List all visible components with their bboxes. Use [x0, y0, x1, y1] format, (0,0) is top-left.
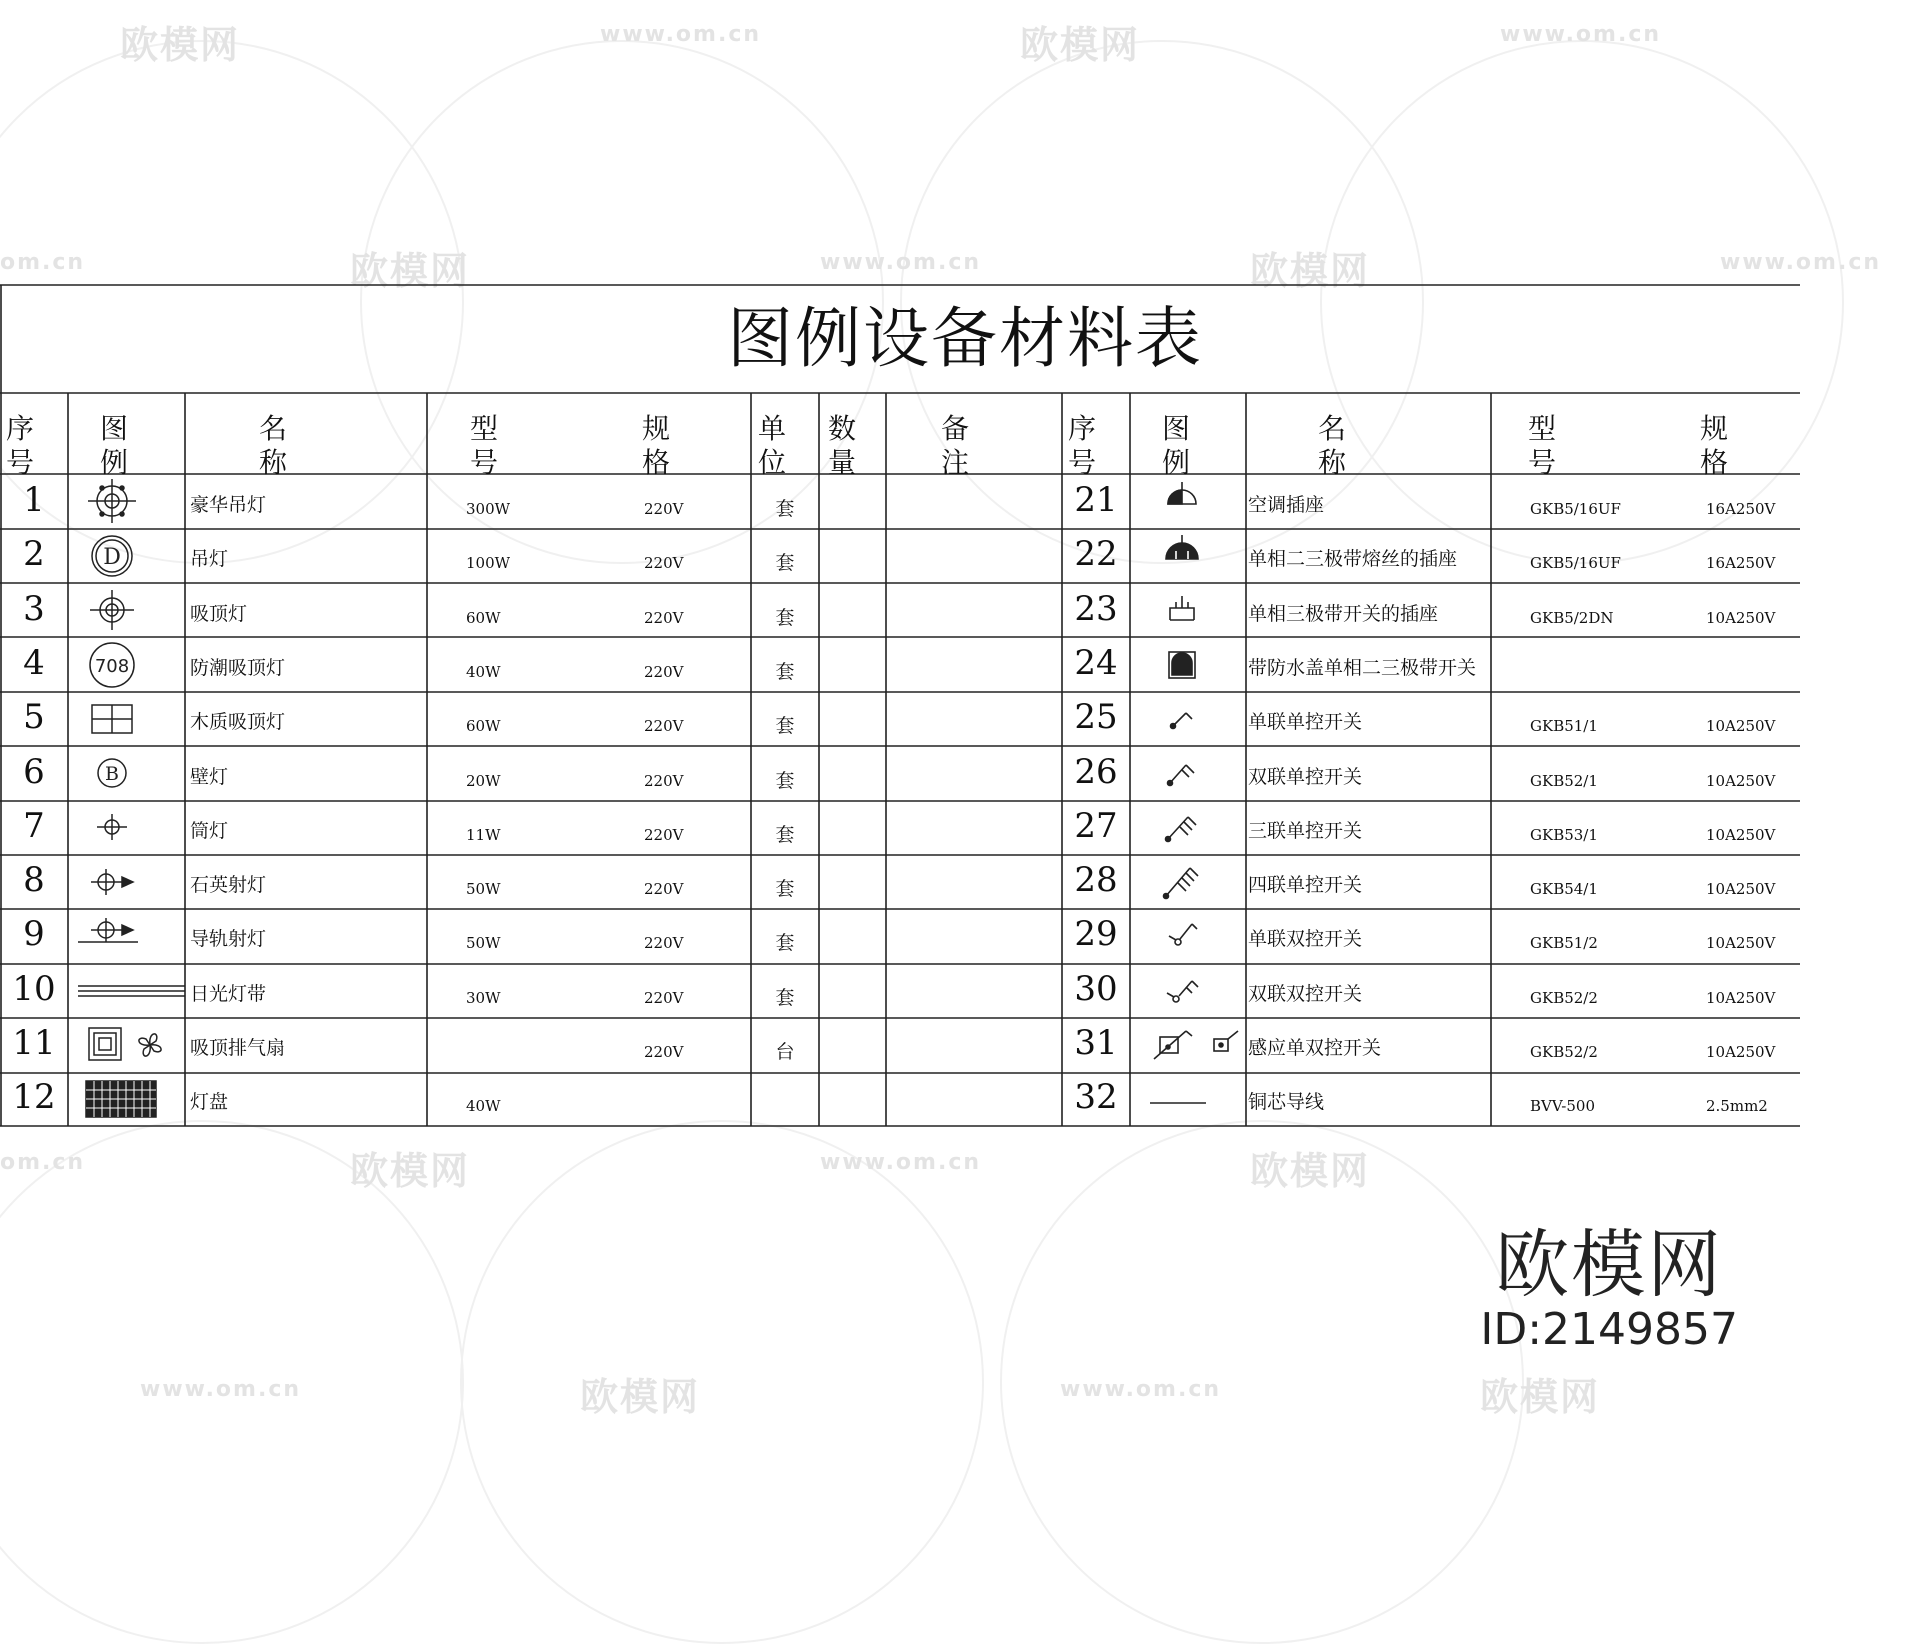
row-model: GKB5/16UF	[1530, 554, 1621, 573]
row-name: 三联单控开关	[1248, 819, 1363, 842]
row-number: 7	[23, 805, 45, 846]
row-number: 24	[1074, 642, 1118, 683]
sensor-switch-icon	[1154, 1031, 1238, 1059]
quad-switch-icon	[1164, 868, 1199, 899]
row-unit: 套	[775, 823, 795, 846]
header-unit: 单 位	[757, 412, 786, 479]
row-spec: 16A250V	[1706, 500, 1776, 518]
row-model: GKB5/16UF	[1530, 500, 1621, 518]
row-unit: 套	[775, 552, 795, 575]
header-legend: 图 例	[99, 412, 128, 479]
moisture-proof-lamp-icon	[90, 643, 134, 687]
header-qty: 数 量	[827, 412, 856, 479]
header-name: 名 称	[258, 412, 287, 479]
row-spec: 220V	[644, 934, 684, 953]
row-name: 感应单双控开关	[1248, 1037, 1382, 1059]
row-model: GKB52/2	[1530, 1043, 1598, 1061]
row-number: 28	[1074, 860, 1118, 901]
row-model: GKB52/2	[1530, 988, 1598, 1007]
row-spec: 10A250V	[1706, 880, 1776, 899]
watermark-logo: 欧模网	[1250, 249, 1371, 293]
row-model: 60W	[466, 717, 501, 736]
row-unit: 套	[775, 606, 795, 629]
switched-socket-icon	[1170, 596, 1194, 620]
header-seq-right: 序 号	[1067, 412, 1096, 479]
row-model: 50W	[466, 880, 501, 899]
row-name: 单相二三极带熔丝的插座	[1248, 548, 1458, 571]
row-number: 27	[1074, 805, 1118, 846]
quartz-spotlight-icon	[91, 869, 133, 895]
row-unit: 套	[775, 498, 795, 520]
exhaust-fan-icon	[89, 1028, 161, 1060]
row-name: 导轨射灯	[190, 928, 267, 951]
watermark-url: www.om.cn	[600, 22, 762, 47]
brand-id: ID:2149857	[1480, 1304, 1738, 1355]
watermark-url: om.cn	[0, 1150, 86, 1175]
row-number: 10	[12, 968, 56, 1009]
row-spec: 220V	[644, 880, 684, 899]
row-spec: 220V	[644, 662, 684, 681]
light-panel-icon	[86, 1081, 156, 1117]
row-model: 300W	[466, 500, 511, 518]
watermark-logo: 欧模网	[1480, 1375, 1601, 1419]
row-name: 单联双控开关	[1248, 928, 1363, 951]
table-title: 图例设备材料表	[727, 300, 1203, 377]
wall-lamp-icon	[98, 759, 126, 787]
row-model: GKB52/1	[1530, 771, 1598, 790]
header-spec-right: 规 格	[1699, 412, 1728, 479]
watermark-logo: 欧模网	[1250, 1149, 1371, 1193]
row-number: 26	[1074, 751, 1118, 792]
row-number: 5	[23, 697, 45, 738]
row-spec: 220V	[644, 1043, 684, 1061]
row-model: 20W	[466, 771, 501, 790]
row-number: 3	[23, 588, 45, 629]
row-name: 日光灯带	[190, 982, 267, 1005]
row-name: 双联双控开关	[1248, 982, 1363, 1005]
row-model: GKB5/2DN	[1530, 608, 1614, 627]
row-model: GKB54/1	[1530, 880, 1598, 899]
svg-text:D: D	[103, 545, 121, 570]
row-number: 1	[23, 480, 45, 520]
ceiling-lamp-icon	[90, 590, 134, 630]
row-number: 25	[1074, 697, 1118, 738]
watermark-url: www.om.cn	[1720, 250, 1882, 275]
row-unit: 套	[775, 715, 795, 738]
row-name: 空调插座	[1248, 494, 1325, 516]
row-spec: 10A250V	[1706, 988, 1776, 1007]
row-model: GKB51/1	[1530, 717, 1598, 736]
row-name: 灯盘	[190, 1091, 229, 1114]
row-spec: 220V	[644, 554, 684, 573]
row-spec: 10A250V	[1706, 717, 1776, 736]
single-two-way-switch-icon	[1169, 924, 1197, 945]
header-remark: 备 注	[940, 412, 969, 479]
row-spec: 10A250V	[1706, 825, 1776, 844]
row-model: 40W	[466, 662, 501, 681]
row-number: 23	[1074, 588, 1118, 629]
pendant-lamp-icon	[92, 536, 132, 576]
row-name: 带防水盖单相二三极带开关	[1248, 656, 1477, 679]
row-spec: 2.5mm2	[1706, 1097, 1768, 1116]
triple-switch-icon	[1166, 817, 1197, 842]
light-strip-icon	[78, 986, 185, 996]
row-name: 防潮吸顶灯	[190, 656, 286, 679]
row-number: 22	[1074, 534, 1118, 575]
watermark-url: www.om.cn	[820, 1150, 982, 1175]
row-number: 29	[1074, 914, 1118, 955]
waterproof-socket-icon	[1169, 652, 1195, 678]
watermark-url: om.cn	[0, 250, 86, 275]
row-spec: 10A250V	[1706, 771, 1776, 790]
row-spec: 220V	[644, 717, 684, 736]
row-spec: 220V	[644, 825, 684, 844]
row-name: 木质吸顶灯	[190, 711, 286, 734]
row-spec: 10A250V	[1706, 934, 1776, 953]
row-model: BVV-500	[1530, 1097, 1596, 1116]
row-name: 吊灯	[190, 548, 229, 571]
svg-text:708: 708	[94, 656, 130, 677]
wood-ceiling-lamp-icon	[92, 705, 132, 733]
row-name: 双联单控开关	[1248, 765, 1363, 788]
row-spec: 220V	[644, 500, 684, 518]
header-name-right: 名 称	[1317, 412, 1346, 479]
row-name: 吸顶灯	[190, 602, 248, 625]
row-model: GKB53/1	[1530, 825, 1598, 844]
row-name: 四联单控开关	[1248, 874, 1363, 897]
row-unit: 套	[775, 769, 795, 792]
row-name: 筒灯	[190, 819, 229, 842]
row-unit: 套	[775, 878, 795, 901]
row-number: 31	[1074, 1023, 1118, 1063]
row-unit: 套	[775, 986, 795, 1009]
row-name: 豪华吊灯	[190, 494, 267, 516]
row-model: 11W	[466, 825, 501, 844]
watermark-url: www.om.cn	[1060, 1377, 1222, 1402]
row-number: 8	[23, 860, 45, 901]
track-spotlight-icon	[78, 918, 138, 942]
watermark-logo: 欧模网	[580, 1375, 701, 1419]
watermark-logo: 欧模网	[350, 249, 471, 293]
row-model: GKB51/2	[1530, 934, 1598, 953]
ac-socket-icon	[1168, 482, 1196, 504]
row-name: 单联单控开关	[1248, 711, 1363, 734]
row-model: 60W	[466, 608, 501, 627]
row-number: 12	[12, 1077, 56, 1118]
row-spec: 220V	[644, 771, 684, 790]
row-model: 100W	[466, 554, 511, 573]
downlight-icon	[97, 814, 127, 840]
header-model-right: 型 号	[1527, 412, 1556, 479]
row-model: 50W	[466, 934, 501, 953]
row-model: 40W	[466, 1097, 501, 1116]
row-name: 铜芯导线	[1248, 1091, 1325, 1114]
watermark-logo: 欧模网	[120, 23, 241, 67]
legend-equipment-table	[0, 284, 1800, 1127]
row-number: 4	[23, 642, 45, 683]
brand-name: 欧模网	[1495, 1222, 1724, 1308]
row-name: 壁灯	[190, 765, 229, 788]
watermark-url: www.om.cn	[1500, 22, 1662, 47]
header-seq: 序 号	[5, 412, 34, 479]
row-spec: 10A250V	[1706, 1043, 1776, 1061]
header-spec: 规 格	[641, 412, 670, 479]
header-model: 型 号	[469, 412, 498, 479]
row-spec: 220V	[644, 608, 684, 627]
legend-symbols-left	[68, 474, 185, 1126]
single-switch-icon	[1171, 713, 1193, 729]
double-two-way-switch-icon	[1167, 981, 1198, 1002]
row-number: 2	[23, 534, 45, 575]
watermark-url: www.om.cn	[820, 250, 982, 275]
row-number: 30	[1074, 968, 1118, 1009]
row-unit: 台	[775, 1041, 795, 1063]
double-switch-icon	[1168, 765, 1195, 786]
row-unit: 套	[775, 932, 795, 955]
row-spec: 220V	[644, 988, 684, 1007]
row-number: 11	[12, 1023, 56, 1063]
watermark-logo: 欧模网	[1020, 23, 1141, 67]
row-number: 9	[23, 914, 45, 955]
row-name: 吸顶排气扇	[190, 1037, 286, 1059]
header-legend-right: 图 例	[1161, 412, 1190, 479]
watermark-logo: 欧模网	[350, 1149, 471, 1193]
row-number: 32	[1074, 1077, 1118, 1118]
row-number: 21	[1074, 480, 1118, 520]
row-name: 石英射灯	[190, 874, 267, 897]
row-spec: 10A250V	[1706, 608, 1776, 627]
watermark-url: www.om.cn	[140, 1377, 302, 1402]
chandelier-icon	[88, 479, 136, 523]
row-unit: 套	[775, 660, 795, 683]
fused-socket-icon	[1166, 535, 1198, 559]
legend-symbols-right	[1130, 474, 1246, 1126]
row-number: 6	[23, 751, 45, 792]
row-model: 30W	[466, 988, 501, 1007]
row-name: 单相三极带开关的插座	[1248, 602, 1439, 625]
svg-text:B: B	[105, 763, 119, 785]
row-spec: 16A250V	[1706, 554, 1776, 573]
brand-stamp	[1480, 1222, 1738, 1355]
